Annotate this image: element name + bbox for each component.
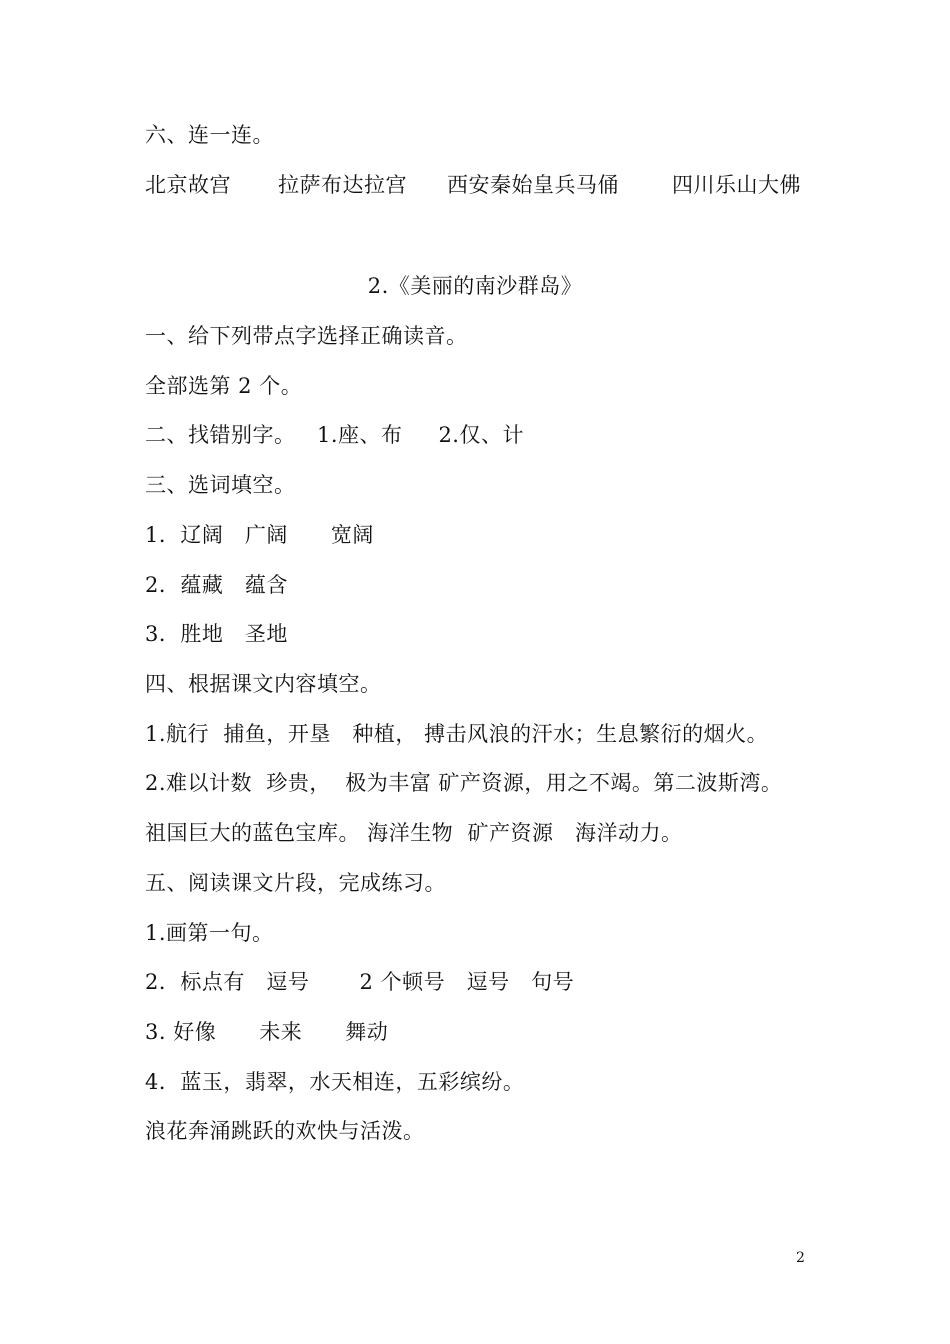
q5-heading: 五、阅读课文片段，完成练习。 [145, 871, 446, 895]
q5-answer: 1.画第一句。 [145, 921, 274, 945]
q3-answer: 2．蕴藏 蕴含 [145, 573, 288, 597]
q1-heading: 一、给下列带点字选择正确读音。 [145, 324, 468, 348]
destination-item: 北京故宫 [145, 173, 231, 197]
q3-answer: 1．辽阔 广阔 宽阔 [145, 523, 374, 547]
q4-answer: 祖国巨大的蓝色宝库。 海洋生物 矿产资源 海洋动力。 [145, 821, 683, 845]
destination-item: 拉萨布达拉宫 [278, 173, 407, 197]
q3-heading: 三、选词填空。 [145, 473, 296, 497]
q4-answer: 2.难以计数 珍贵， 极为丰富 矿产资源，用之不竭。第二波斯湾。 [145, 771, 783, 795]
destination-item: 西安秦始皇兵马俑 [447, 173, 619, 197]
q5-answer: 浪花奔涌跳跃的欢快与活泼。 [145, 1119, 425, 1143]
q4-heading: 四、根据课文内容填空。 [145, 672, 382, 696]
q5-answer: 4．蓝玉，翡翠，水天相连，五彩缤纷。 [145, 1070, 525, 1094]
q5-answer: 2．标点有 逗号 2 个顿号 逗号 句号 [145, 970, 575, 994]
q2-line: 二、找错别字。 1.座、布 2.仅、计 [145, 423, 524, 447]
destinations-row [145, 171, 801, 199]
q1-answer: 全部选第 2 个。 [145, 374, 303, 398]
destination-item: 四川乐山大佛 [672, 173, 801, 197]
section6-heading: 六、连一连。 [145, 123, 274, 147]
q5-answer: 3. 好像 未来 舞动 [145, 1020, 389, 1044]
page-number: 2 [796, 1250, 805, 1266]
q4-answer: 1.航行 捕鱼，开垦 种植， 搏击风浪的汗水；生息繁衍的烟火。 [145, 722, 769, 746]
q3-answer: 3．胜地 圣地 [145, 622, 288, 646]
lesson-title: 2.《美丽的南沙群岛》 [367, 274, 583, 298]
